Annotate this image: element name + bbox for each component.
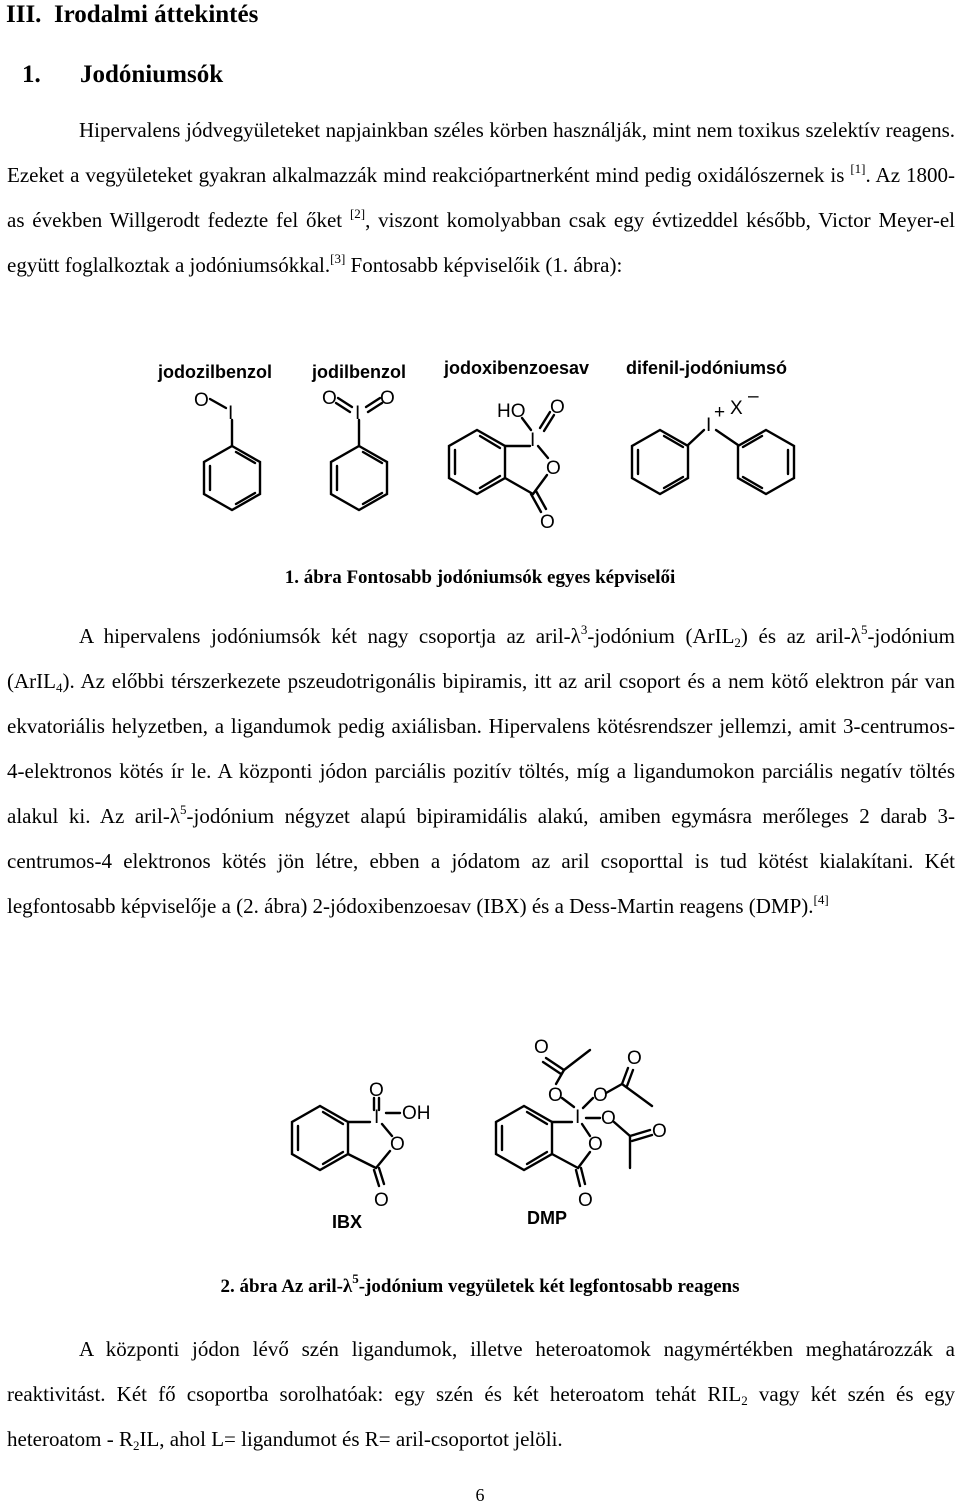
atom-label: OH <box>402 1103 431 1124</box>
figure-1-label: jodoxibenzoesav <box>444 358 590 378</box>
text-run: ). Az előbbi térszerkezete pszeudotrigonális bipiramis, itt az aril csoport és a nem kötő elektron pár van ekvatoriális helyzetben, a ligandumok pedig axiálisban. Hipervalens kötésrendszer jellemzi, amit 3-centrumos-4-elektronos kötés ír le. A központi jódon parciális pozitív töltés, míg a ligandumokon parciális negatív töltés alakul ki. Az aril-λ <box>7 669 955 828</box>
charge-label: + <box>714 402 726 423</box>
subsection-number: 1. <box>22 61 41 88</box>
atom-label: O <box>550 397 565 418</box>
section-heading <box>6 0 258 30</box>
atom-label: O <box>546 458 561 479</box>
text-run: -jodónium négyzet alapú bipiramidális alakú, amiben egymásra merőleges 2 darab 3-centrumos-4 elektronos kötés jön létre, ebben a jódatom az aril csoporttal is tud kötést kialakítani. Két legfontosabb képviselője a (2. ábra) 2-jódoxibenzoesav (IBX) és a Dess-Martin reagens (DMP). <box>7 804 955 918</box>
atom-label: HO <box>497 401 526 422</box>
section-number: III. <box>6 1 42 28</box>
text-run: -jodónium (ArIL <box>587 624 735 648</box>
atom-label: O <box>322 388 337 409</box>
text-run: A központi jódon lévő szén ligandumok, illetve heteroatomok nagymértékben meghatározzák a reaktivitást. Két fő csoportba sorolhatóak: egy szén és két heteroatom tehát RIL <box>7 1337 955 1406</box>
text-run: -jodónium (ArIL <box>7 624 955 693</box>
citation-ref: [4] <box>813 892 829 907</box>
figure-1-label: jodilbenzol <box>312 362 406 382</box>
atom-label: O <box>601 1108 616 1129</box>
benzene-ring <box>496 1106 552 1170</box>
paragraph-intro <box>7 108 955 288</box>
section-title: Irodalmi áttekintés <box>53 1 259 28</box>
benzene-ring <box>738 430 794 494</box>
subsection-title: Jodóniumsók <box>80 61 224 88</box>
figure-2-structures <box>0 1030 960 1240</box>
benzene-ring <box>292 1106 348 1170</box>
figure-1-structures <box>0 350 960 540</box>
subscript: 4 <box>55 680 63 695</box>
superscript: 5 <box>180 802 187 817</box>
figure-1-caption: 1. ábra Fontosabb jodóniumsók egyes képviselői <box>284 567 676 588</box>
atom-label: I <box>706 415 712 436</box>
atom-label: O <box>194 390 209 411</box>
subscript: 2 <box>741 1393 748 1408</box>
figure-2-label-ibx: IBX <box>332 1212 363 1232</box>
atom-label: O <box>390 1134 405 1155</box>
text-run: Hipervalens jódvegyületeket napjainkban széles körben használják, mint nem toxikus szelektív reagens. Ezeket a vegyületeket gyakran alkalmazzák mind reakciópartnerként mind pedig oxidálószernek is <box>7 118 955 187</box>
subscript: 2 <box>132 1438 140 1453</box>
subsection-heading <box>22 60 223 90</box>
text-run: IL, ahol L= ligandumot és R= aril-csoportot jelöli. <box>139 1427 563 1451</box>
paragraph-ligands <box>7 1327 955 1462</box>
figure-1-label: jodozilbenzol <box>158 362 272 382</box>
citation-ref: [3] <box>330 251 346 266</box>
citation-ref: [2] <box>349 206 366 221</box>
atom-label: O <box>534 1037 549 1058</box>
atom-label: I <box>530 430 536 451</box>
atom-label: O <box>369 1080 384 1101</box>
text-run: -jodónium vegyületek két legfontosabb reagens <box>358 1276 740 1297</box>
atom-label: O <box>588 1134 603 1155</box>
benzene-ring <box>632 430 688 494</box>
atom-label: O <box>548 1085 563 1106</box>
text-run: Fontosabb képviselőik (1. ábra): <box>345 253 623 277</box>
figure-1-label: difenil-jodóniumsó <box>626 358 787 378</box>
atom-label: X <box>730 398 743 419</box>
citation-ref: [1] <box>850 161 866 176</box>
figure-2-caption <box>0 1271 960 1299</box>
text-run: vagy két szén és egy heteroatom - R <box>7 1382 955 1451</box>
subscript: 2 <box>734 635 741 650</box>
paragraph-hypervalent <box>7 614 955 929</box>
benzene-ring <box>449 430 505 494</box>
atom-label: O <box>578 1190 593 1211</box>
atom-label: O <box>652 1121 667 1142</box>
atom-label: I <box>374 1107 380 1128</box>
atom-label: O <box>374 1190 389 1211</box>
text-run: ) és az aril-λ <box>740 624 861 648</box>
charge-label: – <box>748 386 759 407</box>
benzene-ring <box>204 446 260 510</box>
text-run: . Az 1800-as években Willgerodt fedezte fel őket <box>7 163 955 232</box>
text-run: 2. ábra Az aril-λ <box>220 1276 353 1297</box>
superscript: 5 <box>860 622 868 637</box>
bond <box>210 399 226 408</box>
benzene-ring <box>331 446 387 510</box>
superscript: 3 <box>580 622 588 637</box>
atom-label: O <box>627 1048 642 1069</box>
page-number: 6 <box>475 1485 485 1505</box>
text-run: A hipervalens jodóniumsók két nagy csoportja az aril-λ <box>79 624 581 648</box>
atom-label: I <box>228 403 234 424</box>
text-run: , viszont komolyabban csak egy évtizeddel később, Victor Meyer-el együtt foglalkoztak a jodóniumsókkal. <box>7 208 955 277</box>
atom-label: I <box>355 403 361 424</box>
atom-label: O <box>540 512 555 533</box>
atom-label: I <box>575 1107 581 1128</box>
superscript: 5 <box>352 1271 359 1286</box>
figure-2-label-dmp: DMP <box>527 1208 567 1228</box>
atom-label: O <box>380 388 395 409</box>
atom-label: O <box>593 1085 608 1106</box>
